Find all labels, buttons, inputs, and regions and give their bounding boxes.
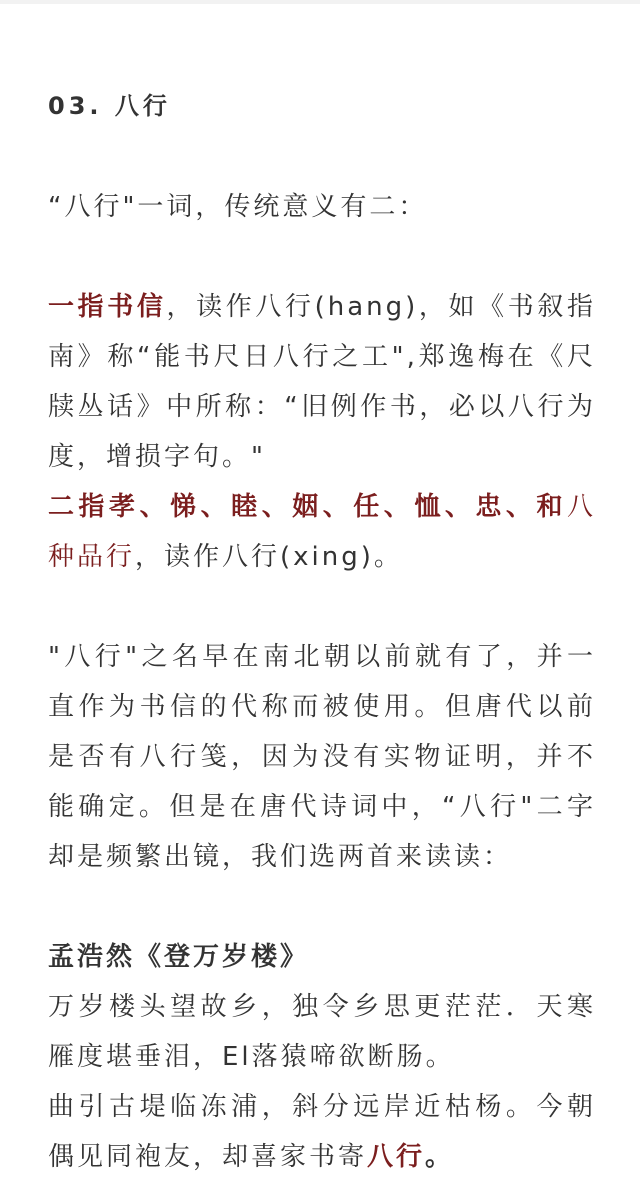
poem-line-two-text: 曲引古堤临冻浦，斜分远岸近枯杨。今朝偶见同袍友，却喜家书寄 xyxy=(48,1092,596,1172)
poem-line-two-end: 。 xyxy=(425,1142,455,1172)
poem-line-two xyxy=(48,1082,596,1182)
meaning-two-paragraph xyxy=(48,482,596,582)
spacer xyxy=(48,232,596,282)
top-divider xyxy=(0,0,640,4)
meaning-one-label: 一指书信 xyxy=(48,292,167,322)
article-body xyxy=(48,78,596,1182)
meaning-two-label-rest: 八种品行 xyxy=(48,492,596,572)
meaning-two-text: ，读作八行(xing)。 xyxy=(135,542,403,572)
intro-paragraph: “八行"一词，传统意义有二： xyxy=(48,192,428,222)
spacer xyxy=(48,134,596,182)
poem-title: 孟浩然《登万岁楼》 xyxy=(48,942,310,972)
meaning-one-text: ，读作八行(hang)，如《书叙指南》称“能书尺日八行之工",郑逸梅在《尺牍丛话》中所称：“旧例作书，必以八行为度，增损字句。" xyxy=(48,292,596,472)
meaning-two-label: 二指孝、悌、睦、姻、任、恤、忠、和 xyxy=(48,492,567,522)
spacer xyxy=(48,882,596,932)
section-heading: 03. 八行 xyxy=(48,92,171,120)
history-paragraph: "八行"之名早在南北朝以前就有了，并一直作为书信的代称而被使用。但唐代以前是否有八行笺，因为没有实物证明，并不能确定。但是在唐代诗词中，“八行"二字却是频繁出镜，我们选两首来读读： xyxy=(48,642,596,872)
meaning-one-paragraph xyxy=(48,282,596,482)
poem-line-one: 万岁楼头望故乡，独令乡思更茫茫．天寒雁度堪垂泪，El落猿啼欲断肠。 xyxy=(48,992,596,1072)
spacer xyxy=(48,582,596,632)
poem-highlight: 八行 xyxy=(367,1142,426,1172)
